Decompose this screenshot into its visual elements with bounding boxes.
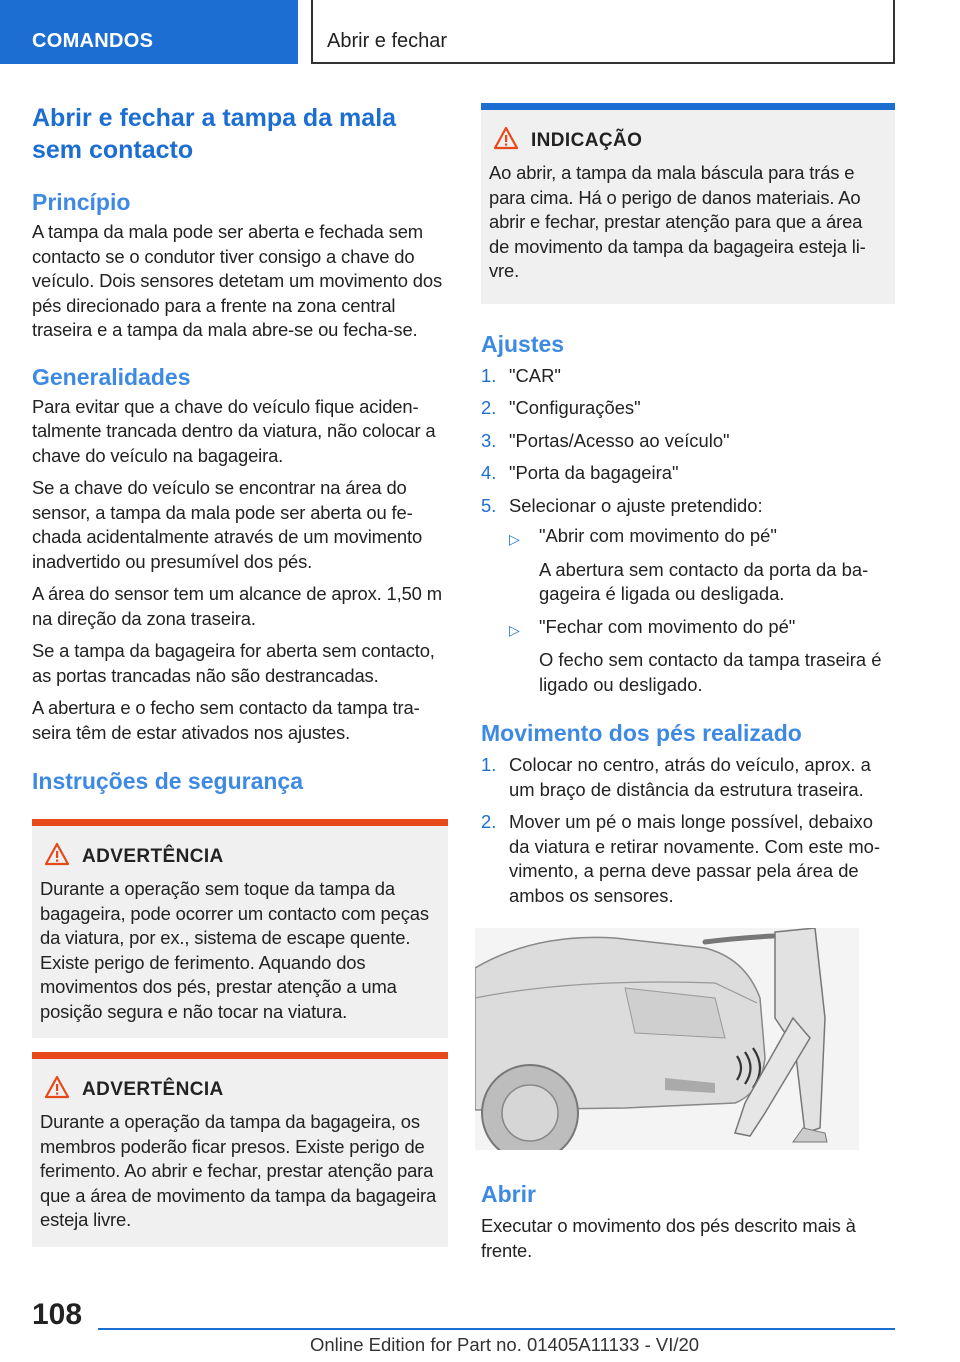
section-tab: COMANDOS xyxy=(0,0,298,64)
warning-text: Durante a operação sem toque da tampa da bagageira, pode ocorrer um contacto com peças da viatura, por ex., sistema de escape quente. Existe perigo de ferimento. Aquando dos movimentos dos pés, prestar atenção a uma posição segura e não tocar na viatura. xyxy=(40,878,429,1022)
sub-option-open-desc: A abertura sem contacto da porta da bagageira é ligada ou desligada. xyxy=(539,558,869,604)
heading-principio: Princípio xyxy=(32,189,131,215)
warning-triangle-icon xyxy=(44,842,70,871)
generalidades-p5: A abertura e o fecho sem contacto da tampa traseira têm de estar ativados nos ajustes. xyxy=(32,697,420,743)
page-number: 108 xyxy=(32,1298,83,1331)
list-item: 4. "Porta da bagageira" xyxy=(481,462,679,483)
list-item: 5. Selecionar o ajuste pretendido: xyxy=(481,494,763,516)
warning-box-2 xyxy=(32,1052,448,1247)
left-column xyxy=(32,100,448,1247)
warning-title: ADVERTÊNCIA xyxy=(82,1078,224,1100)
generalidades-p4: Se a tampa da bagageira for aberta sem contacto, as portas trancadas não são destrancadas. xyxy=(32,640,435,686)
abrir-text: Executar o movimento dos pés descrito mais à frente. xyxy=(481,1215,856,1261)
warning-box-1 xyxy=(32,819,448,1038)
list-item: 1. Colocar no centro, atrás do veículo, aprox. a um braço de distância da estrutura traseira. xyxy=(481,754,871,800)
heading-movimento: Movimento dos pés realizado xyxy=(481,720,802,746)
ajustes-list xyxy=(481,364,895,519)
heading-abrir: Abrir xyxy=(481,1181,536,1207)
car-foot-illustration xyxy=(475,928,859,1150)
footer-divider xyxy=(98,1328,895,1330)
notice-triangle-icon xyxy=(493,126,519,155)
topic-title: Abrir e fechar xyxy=(311,0,895,64)
right-column xyxy=(481,100,895,1263)
bullet-triangle-icon: ▷ xyxy=(509,531,520,547)
bullet-triangle-icon: ▷ xyxy=(509,621,520,638)
movimento-list xyxy=(481,753,895,908)
heading-generalidades: Generalidades xyxy=(32,363,191,390)
sub-option-close-desc: O fecho sem contacto da tampa traseira é ligado ou desligado. xyxy=(539,649,882,695)
list-item: 2. "Configurações" xyxy=(481,397,641,418)
list-item: 2. Mover um pé o mais longe possível, debaixo da viatura e retirar novamente. Com este movimento, a perna deve passar pela área de ambos os sensores. xyxy=(481,811,881,906)
warning-text: Durante a operação da tampa da bagageira, os membros poderão ficar presos. Existe perigo de ferimento. Ao abrir e fechar, prestar atenção para que a área de movimento da tampa da bagageira esteja livre. xyxy=(40,1111,437,1230)
generalidades-p1: Para evitar que a chave do veículo fique acidentalmente trancada dentro da viatura, não colocar a chave do veículo na bagageira. xyxy=(32,395,436,466)
heading-seguranca: Instruções de segurança xyxy=(32,768,303,794)
warning-title: ADVERTÊNCIA xyxy=(82,845,224,867)
heading-ajustes: Ajustes xyxy=(481,330,565,357)
sub-option-close: ▷ "Fechar com movimento do pé" xyxy=(509,615,895,643)
info-title: INDICAÇÃO xyxy=(531,129,643,151)
principio-text: A tampa da mala pode ser aberta e fechada sem contacto se o condutor tiver consigo a chave do veículo. Dois sensores detetam um movimento dos pés direcionado para a frente na zona central traseira e a tampa da mala abre-se ou fecha-se. xyxy=(32,221,442,340)
info-text: Ao abrir, a tampa da mala báscula para trás e para cima. Há o perigo de danos materiais. Ao abrir e fechar, prestar atenção para que a área de movimento da tampa da bagageira esteja livre. xyxy=(489,162,866,281)
generalidades-p2: Se a chave do veículo se encontrar na área do sensor, a tampa da mala pode ser aberta ou fechada acidentalmente através de um movimento inadvertido ou presumível dos pés. xyxy=(32,477,423,572)
sub-option-open: ▷ "Abrir com movimento do pé" xyxy=(509,524,895,552)
warning-triangle-icon xyxy=(44,1075,70,1104)
page-title: Abrir e fechar a tampa da mala sem contacto xyxy=(32,104,397,164)
list-item: 1. "CAR" xyxy=(481,364,561,386)
footer-edition: Online Edition for Part no. 01405A11133 - VI/20 xyxy=(310,1334,700,1355)
info-box xyxy=(481,103,895,304)
list-item: 3. "Portas/Acesso ao veículo" xyxy=(481,429,730,451)
generalidades-p3: A área do sensor tem um alcance de aprox. 1,50 m na direção da zona traseira. xyxy=(32,583,442,629)
